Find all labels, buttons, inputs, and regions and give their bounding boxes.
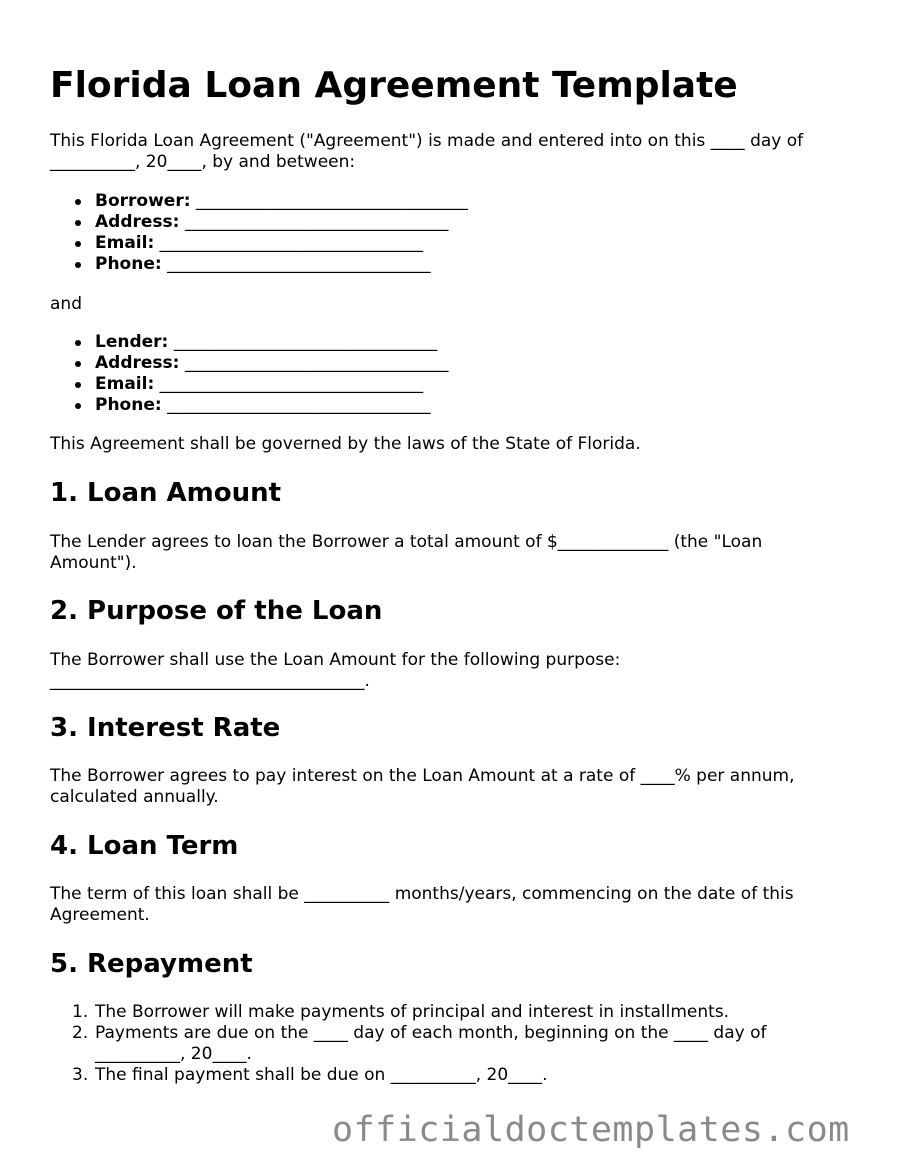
field-label: Phone: (95, 254, 162, 274)
field-label: Email: (95, 233, 155, 253)
field-label: Address: (95, 212, 180, 232)
field-blank: _______________________________ (159, 233, 424, 253)
repayment-list (50, 1002, 850, 1086)
borrower-list (50, 191, 850, 275)
watermark: officialdoctemplates.com (332, 1110, 850, 1150)
section-text: The Borrower agrees to pay interest on the Loan Amount at a rate of ____% per annum, calculated annually. (50, 766, 795, 807)
field-blank: ________________________________ (195, 191, 468, 211)
list-item (50, 212, 850, 233)
section-heading: 4. Loan Term (50, 831, 239, 861)
item-text: The final payment shall be due on __________, 20____. (95, 1065, 548, 1085)
list-item (50, 353, 850, 374)
section-heading: 2. Purpose of the Loan (50, 596, 383, 626)
item-text: Payments are due on the ____ day of each month, beginning on the ____ day of __________, 20____. (95, 1023, 767, 1064)
page-title: Florida Loan Agreement Template (50, 65, 738, 106)
field-blank: _______________________________ (184, 212, 449, 232)
item-number: 2. (72, 1023, 89, 1043)
and-text: and (50, 294, 82, 314)
list-item (50, 1023, 850, 1065)
field-label: Phone: (95, 395, 162, 415)
section-heading: 1. Loan Amount (50, 478, 282, 508)
list-item (50, 395, 850, 416)
field-label: Email: (95, 374, 155, 394)
field-label: Borrower: (95, 191, 191, 211)
list-item (50, 191, 850, 212)
item-number: 1. (72, 1002, 89, 1022)
item-number: 3. (72, 1065, 89, 1085)
field-label: Lender: (95, 332, 169, 352)
field-blank: _______________________________ (159, 374, 424, 394)
section-text: The Borrower shall use the Loan Amount for the following purpose: _____________________________________. (50, 650, 621, 691)
section-text: The Lender agrees to loan the Borrower a total amount of $_____________ (the "Loan Amount"). (50, 532, 763, 573)
governing-law-paragraph: This Agreement shall be governed by the laws of the State of Florida. (50, 434, 641, 454)
list-item (50, 1002, 850, 1023)
field-blank: _______________________________ (184, 353, 449, 373)
list-item (50, 374, 850, 395)
list-item (50, 254, 850, 275)
section-heading: 5. Repayment (50, 949, 253, 979)
list-item (50, 332, 850, 353)
lender-list (50, 332, 850, 416)
field-label: Address: (95, 353, 180, 373)
field-blank: _______________________________ (173, 332, 438, 352)
list-item (50, 233, 850, 254)
field-blank: _______________________________ (167, 395, 431, 415)
section-text: The term of this loan shall be __________ months/years, commencing on the date of this Agreement. (50, 884, 794, 925)
field-blank: _______________________________ (167, 254, 431, 274)
item-text: The Borrower will make payments of principal and interest in installments. (95, 1002, 730, 1022)
section-heading: 3. Interest Rate (50, 713, 281, 743)
list-item (50, 1065, 850, 1086)
intro-paragraph: This Florida Loan Agreement ("Agreement") is made and entered into on this ____ day of __________, 20____, by and between: (50, 131, 804, 172)
